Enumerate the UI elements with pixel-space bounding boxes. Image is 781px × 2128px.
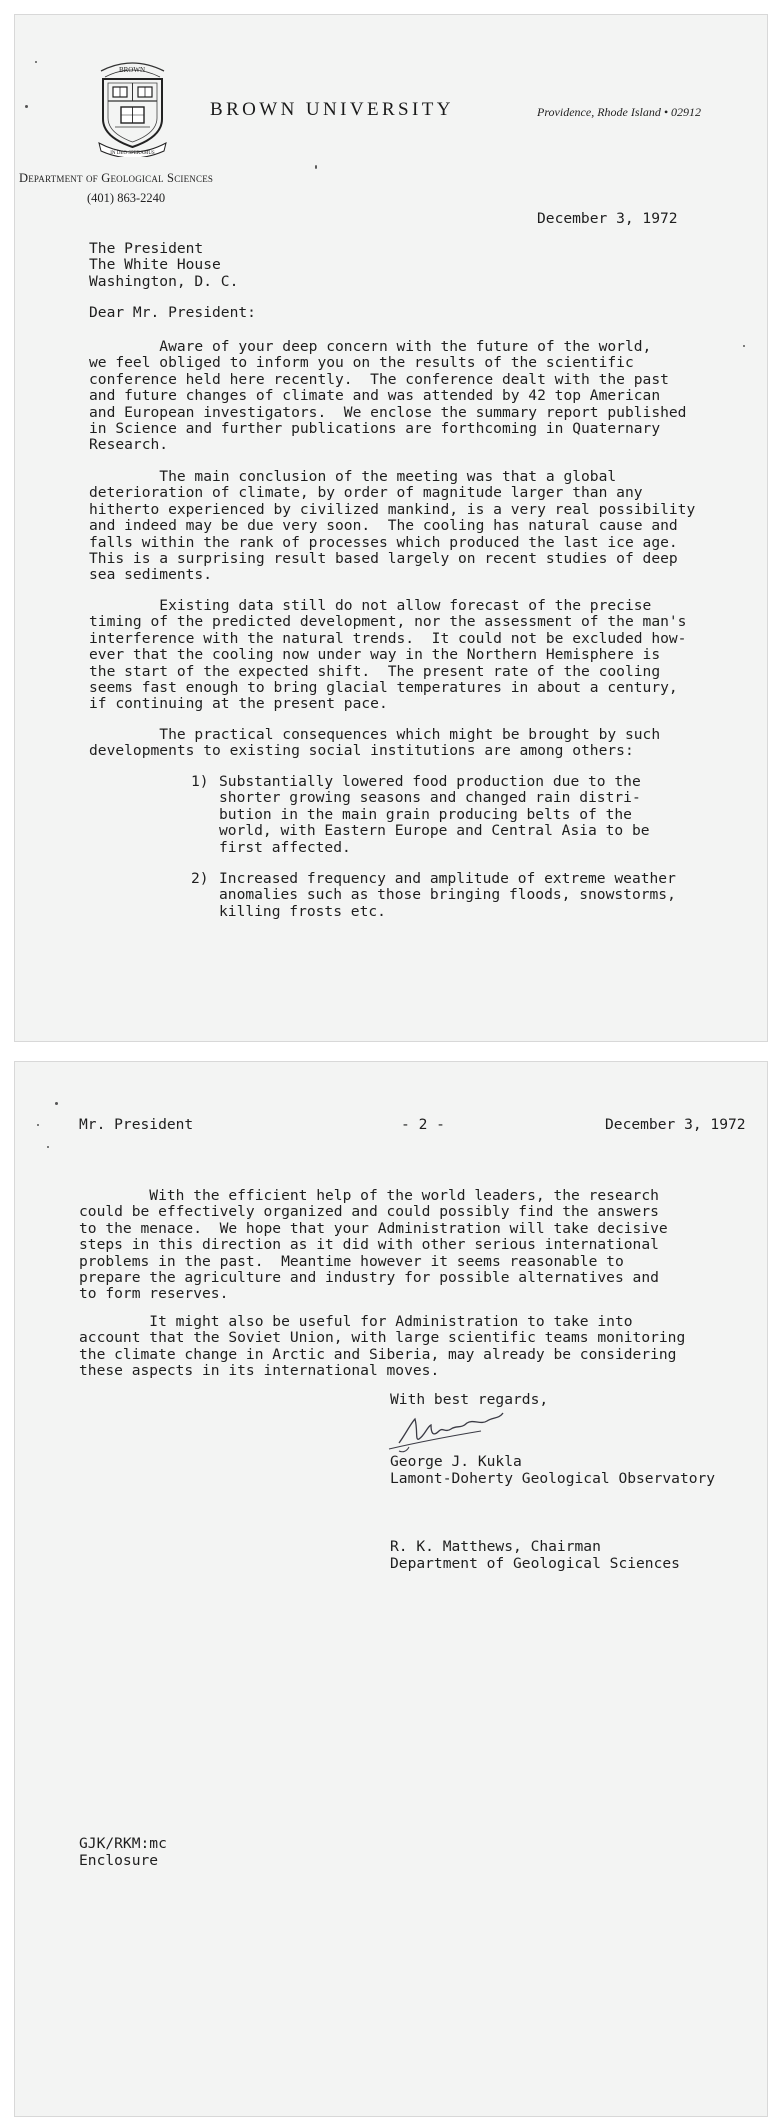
- body-paragraph-3: Existing data still do not allow forecast of the precise timing of the predicted development, nor the assessment of the man's interference with the natural trends. It could not be excluded how- ever that the cooling now under way in the Northern Hemisphere is the start of the expected shift. The present rate of the cooling seems fast enough to bring glacial temperatures in about a century, if continuing at the present pace.: [89, 597, 687, 713]
- body-paragraph-2: The main conclusion of the meeting was that a global deterioration of climate, by order of magnitude larger than any hitherto experienced by civilized mankind, is a very real possibility and indeed may be due very soon. The cooling has natural cause and falls within the rank of processes which produced the last ice age. This is a surprising result based largely on recent studies of deep sea sediments.: [89, 468, 696, 584]
- signatory-1-name: George J. Kukla: [390, 1453, 522, 1470]
- department-phone: (401) 863-2240: [87, 191, 166, 205]
- body-paragraph-4: The practical consequences which might be brought by such developments to existing social institutions are among others:: [89, 726, 661, 760]
- body-paragraph-5: With the efficient help of the world leaders, the research could be effectively organized and could possibly find the answers to the menace. We hope that your Administration will take decisive steps in this direction as it did with other serious international problems in the past. Meantime however it seems reasonable to prepare the agriculture and industry for possible alternatives and to form reserves.: [79, 1187, 668, 1303]
- recipient-line: The President: [89, 240, 204, 257]
- recipient-line: The White House: [89, 256, 221, 274]
- closing: With best regards,: [390, 1391, 549, 1408]
- letter-date: December 3, 1972: [537, 210, 678, 227]
- enclosure-note: Enclosure: [79, 1852, 159, 1869]
- body-paragraph-6: It might also be useful for Administration to take into account that the Soviet Union, with large scientific teams monitoring the climate change in Arctic and Siberia, may already be considering these aspects in its international moves.: [79, 1313, 686, 1380]
- recipient-line: Washington, D. C.: [89, 272, 239, 290]
- signatory-2-organization: Department of Geological Sciences: [390, 1555, 680, 1572]
- page2-header-date: December 3, 1972: [605, 1116, 746, 1133]
- scan-speck: [47, 1146, 49, 1148]
- page2-page-number: - 2 -: [401, 1116, 445, 1133]
- scan-speck: [743, 345, 745, 347]
- department-name: Department of Geological Sciences: [19, 171, 214, 185]
- signature-icon: [385, 1407, 515, 1455]
- university-name: BROWN UNIVERSITY: [210, 99, 454, 120]
- recipient-block: [89, 241, 238, 290]
- scan-speck: [315, 165, 317, 169]
- scan-speck: [55, 1102, 58, 1105]
- page2-header-recipient: Mr. President: [79, 1116, 194, 1133]
- seal-motto-text: IN DEO SPERAMUS: [110, 151, 155, 156]
- letter-page-2: [14, 1061, 768, 2117]
- typist-initials: GJK/RKM:mc: [79, 1835, 167, 1852]
- list-item-text: Increased frequency and amplitude of extreme weather anomalies such as those bringing floods, snowstorms, killing frosts etc.: [219, 870, 676, 920]
- letter-page-1: [14, 14, 768, 1042]
- scan-speck: [35, 61, 37, 63]
- university-address: Providence, Rhode Island • 02912: [537, 105, 702, 119]
- list-item-number: 1): [191, 773, 209, 790]
- scan-speck: [25, 105, 28, 108]
- salutation: Dear Mr. President:: [89, 304, 256, 321]
- signatory-2-name: R. K. Matthews, Chairman: [390, 1538, 601, 1555]
- brown-seal-icon: [95, 57, 170, 157]
- seal-top-text: BROWN: [118, 66, 146, 74]
- body-paragraph-1: Aware of your deep concern with the future of the world, we feel obliged to inform you on the results of the scientific conference held here recently. The conference dealt with the past and future changes of climate and was attended by 42 top American and European investigators. We enclose the summary report published in Science and further publications are forthcoming in Quaternary Research.: [89, 338, 687, 454]
- scan-speck: [37, 1124, 39, 1126]
- list-item-text: Substantially lowered food production due to the shorter growing seasons and changed rain distri- bution in the main grain producing belts of the world, with Eastern Europe and Central Asia to be first affected.: [219, 773, 650, 856]
- signatory-1-organization: Lamont-Doherty Geological Observatory: [390, 1470, 716, 1487]
- list-item-number: 2): [191, 870, 209, 887]
